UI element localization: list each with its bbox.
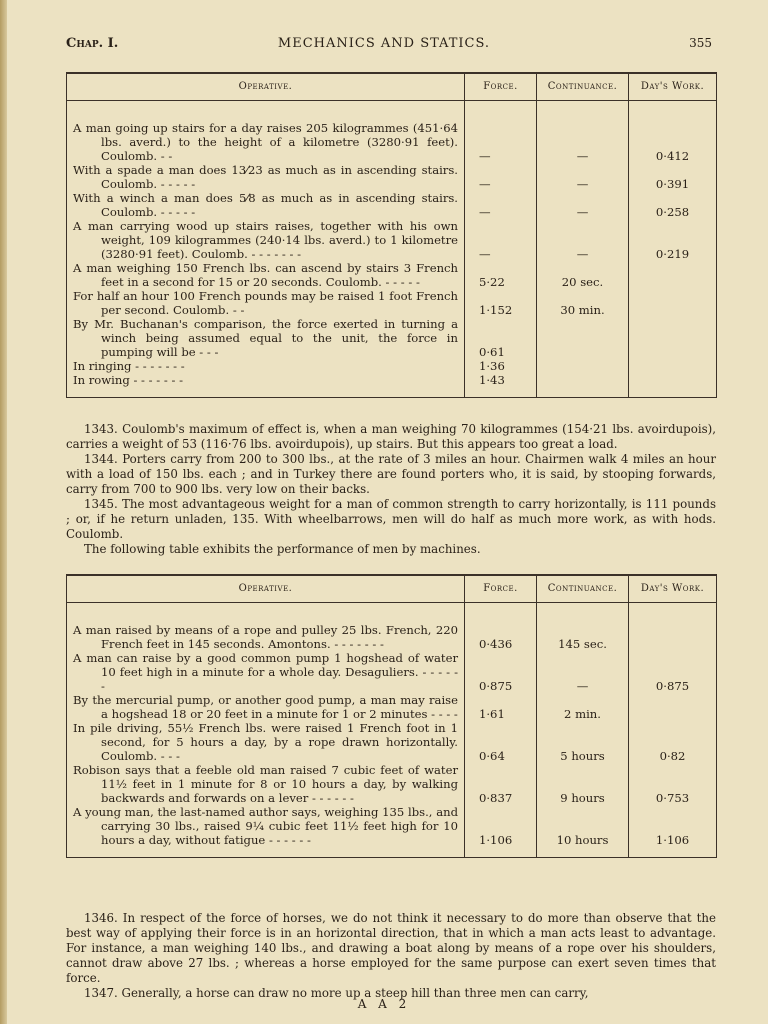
running-title: MECHANICS AND STATICS.: [277, 36, 491, 51]
cell-continuance: [537, 373, 629, 398]
header-operative: Operative.: [67, 73, 465, 101]
cell-force-text: —: [479, 177, 491, 191]
cell-days-work: [629, 763, 717, 805]
cell-days-work: [629, 651, 717, 693]
cell-continuance-text: 9 hours: [560, 791, 605, 805]
paragraph-1347: 1347. Generally, a horse can draw no more up a steep hill than three men can carry,: [84, 986, 589, 1000]
cell-days-work: [629, 261, 717, 289]
table-row: [67, 219, 717, 261]
cell-operative-text: With a spade a man does 13⁄23 as much as in ascending stairs. Coulomb. - - - - -: [73, 163, 458, 191]
cell-force-text: 1·43: [479, 373, 505, 387]
cell-force-text: —: [479, 247, 491, 261]
cell-continuance: [537, 721, 629, 763]
table-row: [67, 603, 717, 652]
cell-operative-text: In pile driving, 55½ French lbs. were raised 1 French foot in 1 second, for 5 hours a day, by a rope drawn horizontally. Coulomb. - - -: [73, 721, 458, 763]
header-operative: Operative.: [67, 575, 465, 603]
cell-force: [465, 101, 537, 164]
cell-operative: [67, 373, 465, 398]
cell-force: [465, 163, 537, 191]
cell-days-work: [629, 219, 717, 261]
cell-force: [465, 289, 537, 317]
cell-continuance-text: —: [576, 679, 589, 693]
cell-force-text: 0·837: [479, 791, 513, 805]
header-days-work: Day's Work.: [629, 73, 717, 101]
cell-continuance: [537, 805, 629, 858]
cell-force: [465, 805, 537, 858]
cell-operative-text: A man going up stairs for a day raises 205 kilogrammes (451·64 lbs. averd.) to the height of a kilometre (3280·91 feet). Coulomb. - -: [73, 121, 458, 163]
cell-operative-text: A man weighing 150 French lbs. can ascend by stairs 3 French feet in a second for 15 or 20 seconds. Coulomb. - - - - -: [73, 261, 458, 289]
cell-force-text: —: [479, 205, 491, 219]
table-row: [67, 101, 717, 164]
cell-days-work: [629, 289, 717, 317]
table-row: [67, 359, 717, 373]
cell-force-text: 1·61: [479, 707, 505, 721]
cell-force-text: 1·152: [479, 303, 513, 317]
cell-days-work-text: 0·875: [655, 679, 690, 693]
cell-days-work-text: 0·391: [655, 177, 690, 191]
cell-operative: [67, 317, 465, 359]
cell-operative: [67, 191, 465, 219]
cell-operative-text: By Mr. Buchanan's comparison, the force exerted in turning a winch being assumed equal to the unit, the force in pumping will be - - -: [73, 317, 458, 359]
table-row: [67, 289, 717, 317]
table-row: [67, 805, 717, 858]
cell-continuance: [537, 603, 629, 652]
table2-body: [67, 603, 717, 858]
table-human-force-2: [66, 574, 717, 858]
cell-operative: [67, 805, 465, 858]
cell-operative: [67, 289, 465, 317]
cell-days-work: [629, 373, 717, 398]
cell-force: [465, 317, 537, 359]
cell-operative: [67, 651, 465, 693]
header-continuance: Continuance.: [537, 73, 629, 101]
cell-days-work: [629, 191, 717, 219]
table-row: [67, 721, 717, 763]
cell-force: [465, 651, 537, 693]
cell-operative: [67, 763, 465, 805]
text-block-bottom: [66, 911, 716, 1001]
cell-continuance: [537, 693, 629, 721]
cell-force: [465, 359, 537, 373]
cell-continuance-text: —: [576, 177, 589, 191]
header-force: Force.: [465, 73, 537, 101]
cell-continuance: [537, 651, 629, 693]
table-header-row: [67, 73, 717, 101]
cell-force: [465, 219, 537, 261]
cell-days-work: [629, 805, 717, 858]
cell-force: [465, 603, 537, 652]
cell-force: [465, 261, 537, 289]
cell-continuance-text: 5 hours: [560, 749, 605, 763]
paragraph-1345: 1345. The most advantageous weight for a man of common strength to carry horizontally, is 111 pounds ; or, if he return unladen, 135. With wheelbarrows, men will do half as much more work, as with hods. Coulomb.: [66, 497, 716, 541]
cell-force-text: —: [479, 149, 491, 163]
text-block-middle: [66, 422, 716, 557]
cell-operative-text: In ringing - - - - - - -: [73, 359, 185, 373]
cell-days-work: [629, 693, 717, 721]
chapter-label: Chap. I.: [66, 36, 119, 51]
cell-force: [465, 721, 537, 763]
cell-operative-text: With a winch a man does 5⁄8 as much as in ascending stairs. Coulomb. - - - - -: [73, 191, 458, 219]
cell-continuance: [537, 763, 629, 805]
cell-operative: [67, 101, 465, 164]
cell-operative: [67, 261, 465, 289]
header-continuance: Continuance.: [537, 575, 629, 603]
cell-operative-text: A man carrying wood up stairs raises, together with his own weight, 109 kilogrammes (240·14 lbs. averd.) to 1 kilometre (3280·91 feet). Coulomb. - - - - - - -: [73, 219, 458, 261]
cell-force: [465, 763, 537, 805]
cell-continuance: [537, 191, 629, 219]
cell-force-text: 5·22: [479, 275, 505, 289]
cell-days-work: [629, 317, 717, 359]
cell-operative: [67, 163, 465, 191]
table-header-row: [67, 575, 717, 603]
table-row: [67, 651, 717, 693]
paragraph-1343: 1343. Coulomb's maximum of effect is, when a man weighing 70 kilogrammes (154·21 lbs. avoirdupois), carries a weight of 53 (116·76 lbs. avoirdupois), up stairs. But this appears too great a load.: [66, 422, 716, 451]
cell-continuance: [537, 101, 629, 164]
table-human-force-1: [66, 72, 717, 398]
cell-operative-text: By the mercurial pump, or another good pump, a man may raise a hogshead 18 or 20 feet in a minute for 1 or 2 minutes - - - -: [73, 693, 458, 721]
cell-force: [465, 191, 537, 219]
cell-operative-text: Robison says that a feeble old man raised 7 cubic feet of water 11½ feet in 1 minute for 8 or 10 hours a day, by walking backwards and forwards on a lever - - - - - -: [73, 763, 458, 805]
cell-operative: [67, 603, 465, 652]
cell-force-text: 0·875: [479, 679, 513, 693]
cell-continuance-text: 20 sec.: [561, 275, 604, 289]
table-row: [67, 191, 717, 219]
cell-days-work: [629, 603, 717, 652]
table-row: [67, 163, 717, 191]
cell-days-work: [629, 163, 717, 191]
cell-continuance-text: 145 sec.: [558, 637, 607, 651]
table-row: [67, 317, 717, 359]
paragraph-1344: 1344. Porters carry from 200 to 300 lbs., at the rate of 3 miles an hour. Chairmen walk 4 miles an hour with a load of 150 lbs. each ; and in Turkey there are found porters who, it is said, by stooping forwards, carry from 700 to 900 lbs. very low on their backs.: [66, 452, 716, 496]
paragraph-table-intro: The following table exhibits the performance of men by machines.: [84, 542, 481, 556]
cell-continuance: [537, 219, 629, 261]
cell-continuance-text: —: [576, 247, 589, 261]
cell-continuance-text: 2 min.: [564, 707, 601, 721]
cell-continuance: [537, 317, 629, 359]
cell-operative: [67, 359, 465, 373]
cell-days-work-text: 0·753: [655, 791, 690, 805]
cell-continuance: [537, 261, 629, 289]
cell-operative: [67, 219, 465, 261]
cell-operative-text: A young man, the last-named author says, weighing 135 lbs., and carrying 30 lbs., raised 9¼ cubic feet 11½ feet high for 10 hours a day, without fatigue - - - - - -: [73, 805, 458, 847]
signature-mark: A A 2: [357, 997, 411, 1011]
paragraph-1346: 1346. In respect of the force of horses, we do not think it necessary to do more than observe that the best way of applying their force is in an horizontal direction, that in which a man acts least to advantage. For instance, a man weighing 140 lbs., and drawing a boat along by means of a rope over his shoulders, cannot draw above 27 lbs. ; whereas a horse employed for the same purpose can exert seven times that force.: [66, 911, 716, 985]
cell-continuance: [537, 359, 629, 373]
cell-force-text: 0·64: [479, 749, 505, 763]
cell-force: [465, 373, 537, 398]
header-force: Force.: [465, 575, 537, 603]
cell-days-work: [629, 359, 717, 373]
cell-days-work-text: 0·82: [659, 749, 686, 763]
cell-force: [465, 693, 537, 721]
cell-days-work: [629, 101, 717, 164]
cell-continuance-text: 10 hours: [556, 833, 609, 847]
cell-days-work-text: 0·412: [655, 149, 690, 163]
cell-continuance: [537, 289, 629, 317]
cell-operative: [67, 693, 465, 721]
page-number: 355: [689, 36, 712, 50]
cell-operative: [67, 721, 465, 763]
cell-force-text: 0·61: [479, 345, 505, 359]
cell-operative-text: A man can raise by a good common pump 1 hogshead of water 10 feet high in a minute for a whole day. Desaguliers. - - - - - -: [73, 651, 458, 693]
cell-continuance-text: 30 min.: [560, 303, 605, 317]
table-row: [67, 261, 717, 289]
table-row: [67, 763, 717, 805]
cell-days-work-text: 0·219: [655, 247, 690, 261]
cell-operative-text: For half an hour 100 French pounds may be raised 1 foot French per second. Coulomb. - -: [73, 289, 458, 317]
cell-continuance-text: —: [576, 205, 589, 219]
table-row: [67, 693, 717, 721]
header-days-work: Day's Work.: [629, 575, 717, 603]
cell-days-work-text: 0·258: [655, 205, 690, 219]
cell-days-work-text: 1·106: [655, 833, 690, 847]
page-binding-edge: [0, 0, 7, 1024]
cell-days-work: [629, 721, 717, 763]
cell-operative-text: A man raised by means of a rope and pulley 25 lbs. French, 220 French feet in 145 seconds. Amontons. - - - - - - -: [73, 623, 458, 651]
table1-body: [67, 101, 717, 398]
cell-force-text: 1·106: [479, 833, 513, 847]
cell-continuance: [537, 163, 629, 191]
cell-continuance-text: —: [576, 149, 589, 163]
cell-force-text: 1·36: [479, 359, 505, 373]
cell-operative-text: In rowing - - - - - - -: [73, 373, 183, 387]
table-row: [67, 373, 717, 398]
cell-force-text: 0·436: [479, 637, 513, 651]
